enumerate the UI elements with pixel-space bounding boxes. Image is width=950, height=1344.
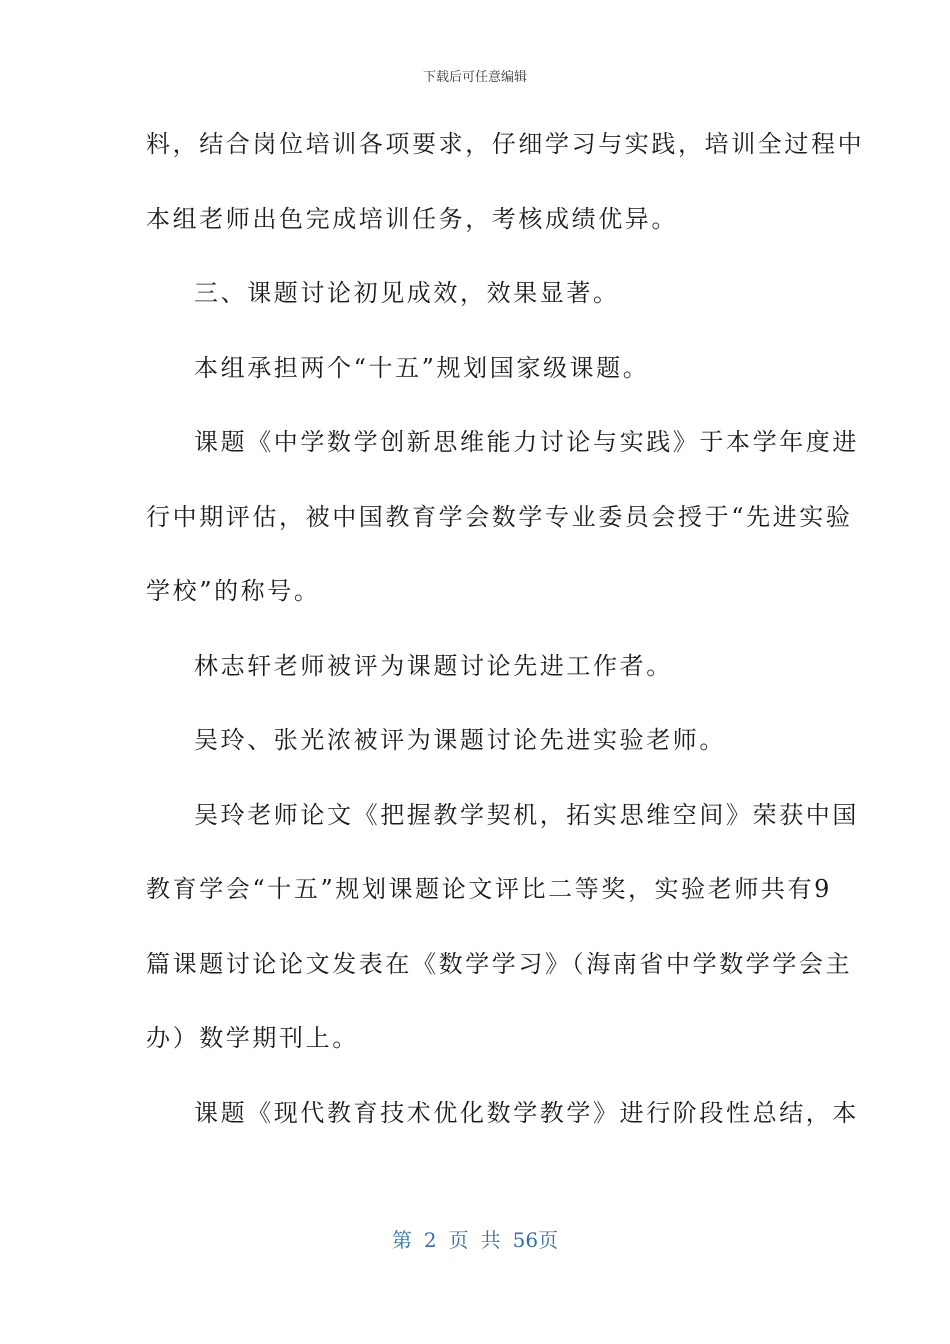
page-prefix: 第 [391,1228,412,1252]
text-line: 课题《现代教育技术优化数学教学》进行阶段性总结，本 [194,1098,859,1127]
text-line: 课题《中学数学创新思维能力讨论与实践》于本学年度进 [194,428,859,456]
total-prefix: 共 [480,1228,501,1252]
current-page-number: 2 [423,1228,437,1252]
page-footer [0,1224,950,1253]
document-body [146,118,865,1161]
text-line: 行中期评估，被中国教育学会数学专业委员会授于“先进实验 [146,502,853,531]
text-line: 学校”的称号。 [146,577,321,605]
section-heading: 三、课题讨论初见成效，效果显著。 [194,279,620,307]
text-line: 吴玲、张光浓被评为课题讨论先进实验老师。 [194,726,726,754]
text-line: 教育学会“十五”规划课题论文评比二等奖，实验老师共有9 [146,875,833,903]
text-line: 本组老师出色完成培训任务，考核成绩优异。 [146,204,678,233]
page-label: 页 [448,1228,469,1252]
text-line: 料，结合岗位培训各项要求，仔细学习与实践，培训全过程中 [146,130,865,158]
total-pages: 56页 [512,1228,559,1252]
page-header: 下载后可任意编辑 [422,70,527,85]
text-line: 本组承担两个“十五”规划国家级课题。 [194,353,650,382]
text-line: 林志轩老师被评为课题讨论先进工作者。 [194,651,673,680]
text-line: 篇课题讨论论文发表在《数学学习》（海南省中学数学学会主 [146,949,853,978]
text-line: 吴玲老师论文《把握教学契机，拓实思维空间》荣获中国 [194,800,859,829]
text-line: 办）数学期刊上。 [146,1024,359,1052]
